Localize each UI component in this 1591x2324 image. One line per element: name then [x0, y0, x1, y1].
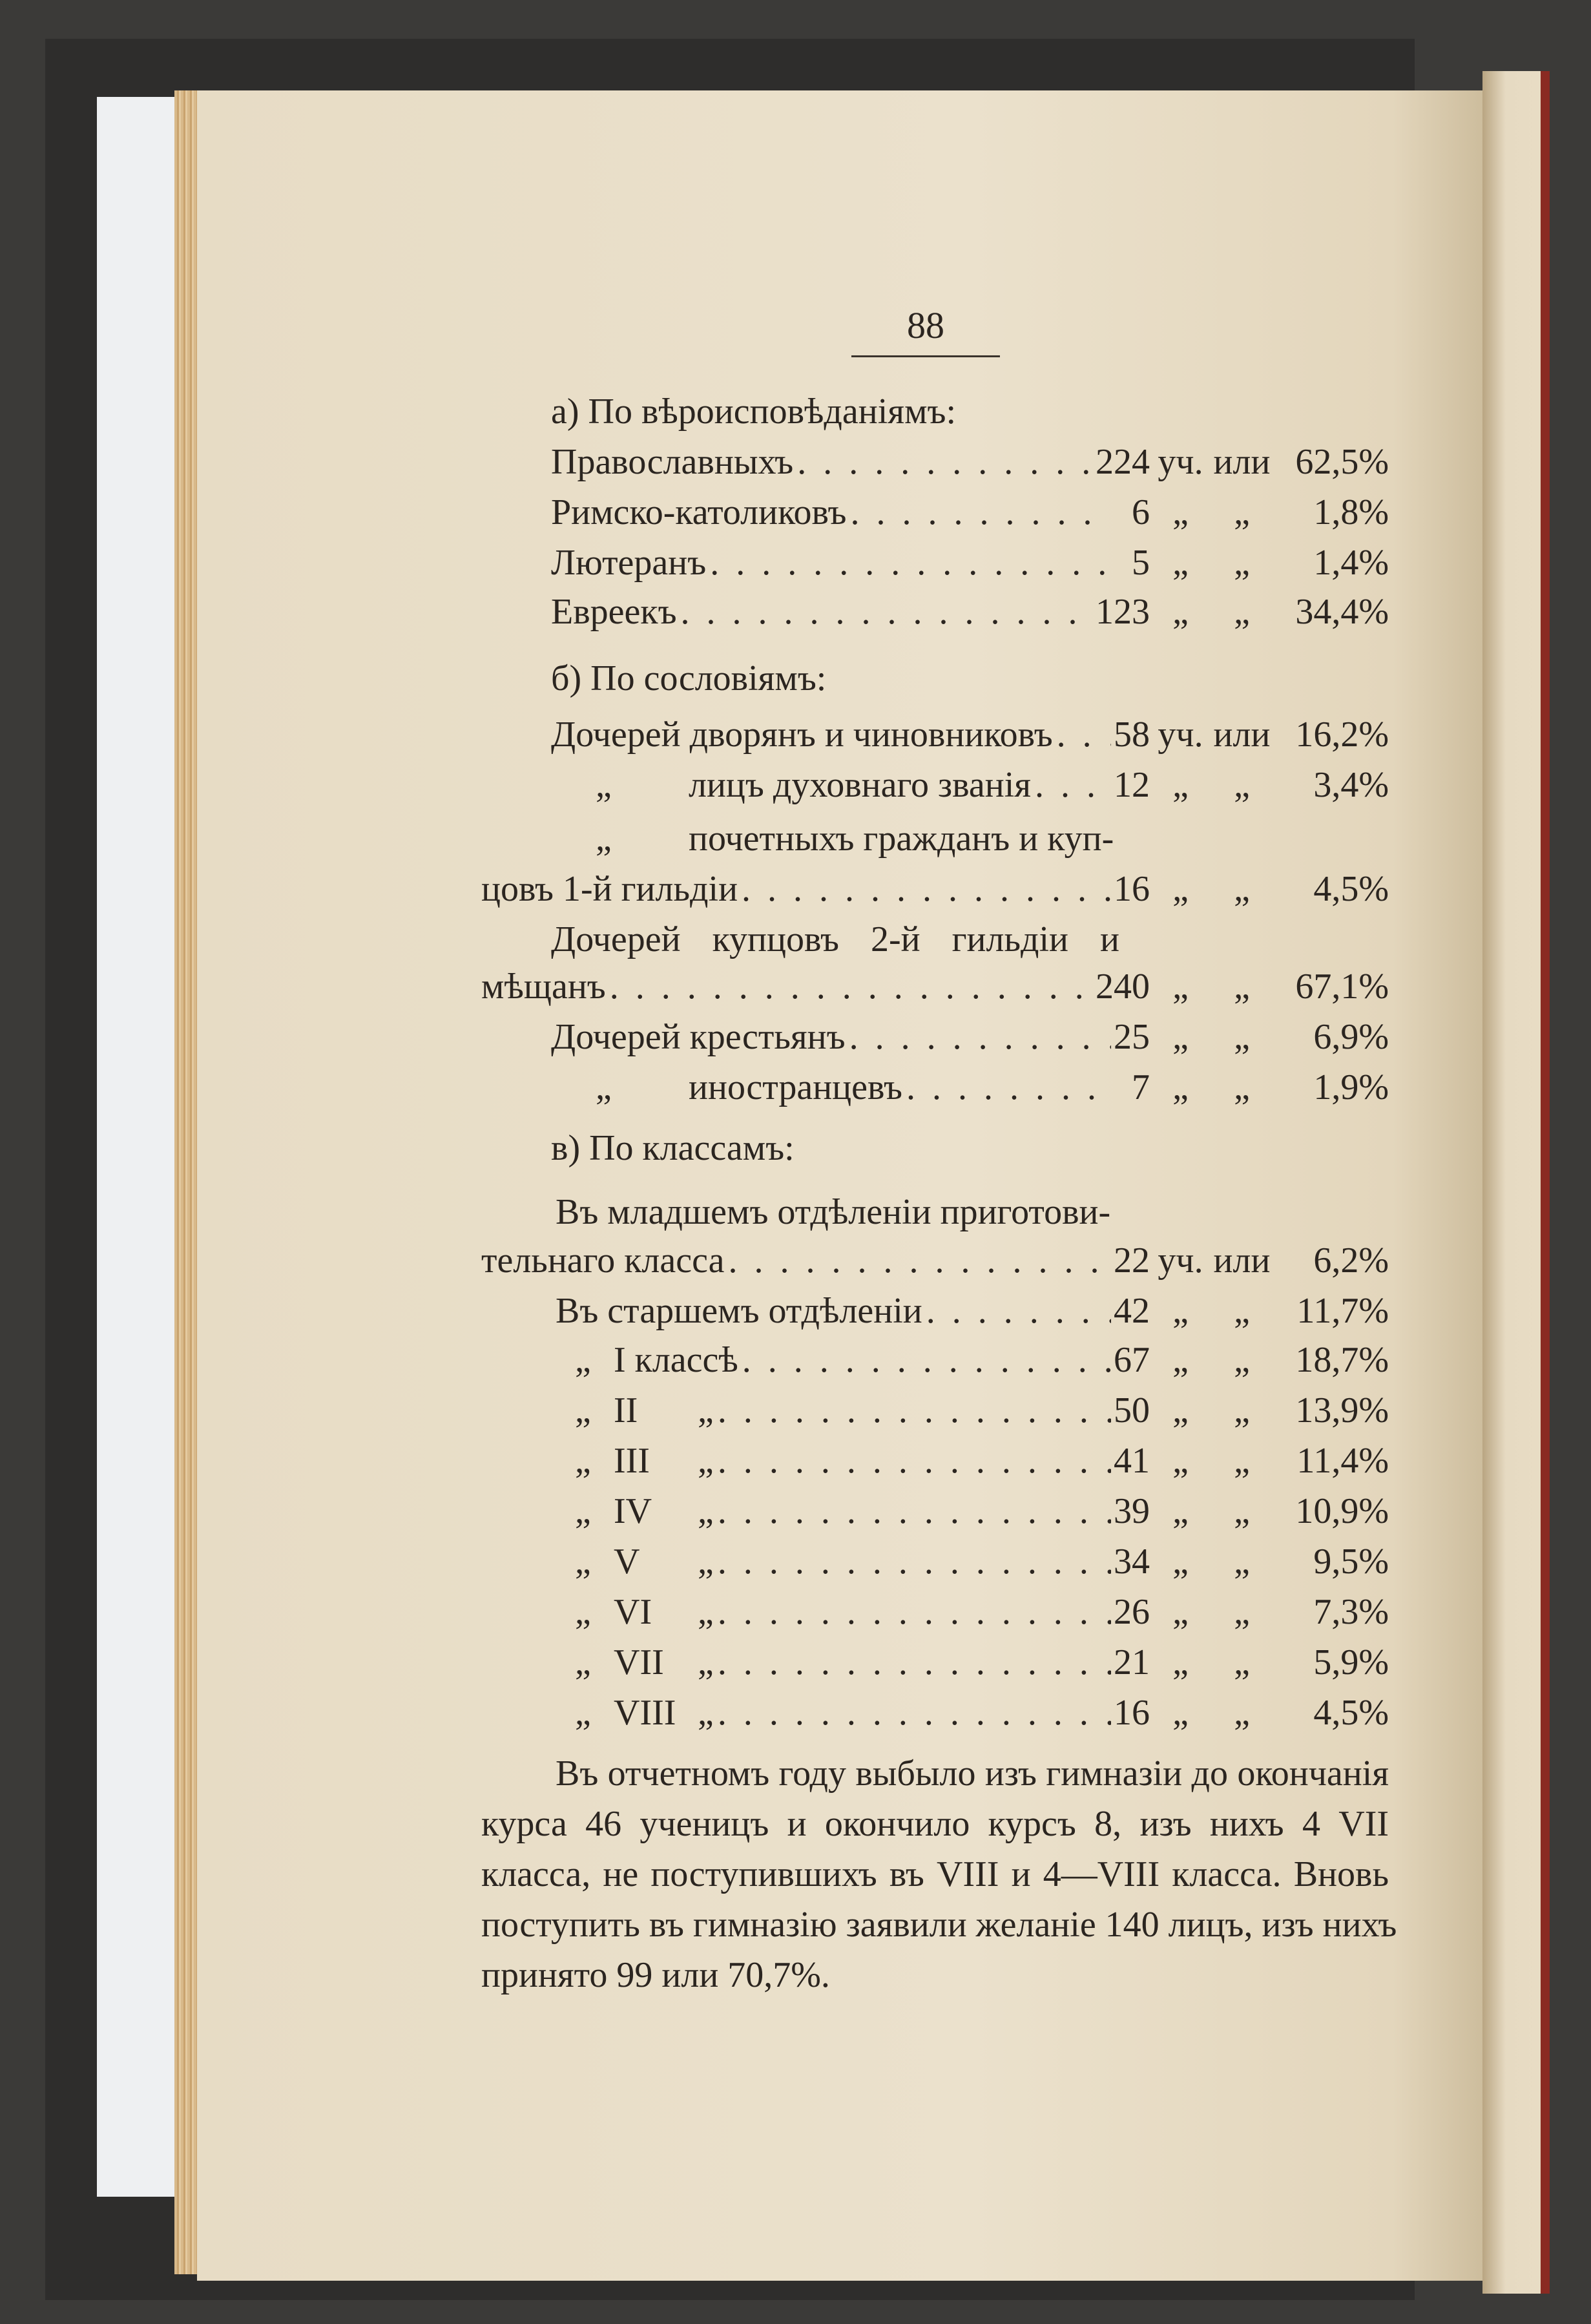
count: 7: [1132, 1067, 1150, 1107]
row-label-group: [596, 759, 1031, 811]
dot-leader: [738, 1334, 1111, 1386]
percent: 7,3%: [1313, 1592, 1389, 1632]
unit: „: [1172, 1542, 1189, 1582]
section-heading-classes: в) По классамъ:: [551, 1128, 795, 1168]
row-label-group: [575, 1536, 714, 1587]
row-label: Евреекъ: [551, 592, 677, 632]
row-label: лицъ духовнаго званія: [689, 765, 1032, 805]
dot-leader: [714, 1687, 1111, 1739]
paragraph-line: класса, не поступившихъ въ VIII и 4—VIII класса. Вновь: [481, 1854, 1389, 1894]
count: 42: [1114, 1291, 1150, 1331]
percent: 11,4%: [1296, 1441, 1389, 1481]
or: „: [1234, 1592, 1250, 1632]
or: или: [1213, 1241, 1271, 1281]
count: 6: [1132, 492, 1150, 532]
percent: 9,5%: [1313, 1542, 1389, 1582]
count: 16: [1114, 869, 1150, 909]
paragraph-line: Въ отчетномъ году выбыло изъ гимназіи до окончанія: [556, 1753, 1389, 1794]
count: 26: [1114, 1592, 1150, 1632]
unit: „: [1172, 1441, 1189, 1481]
row-label-group: [575, 1385, 714, 1436]
dot-leader: [606, 961, 1096, 1012]
or: „: [1234, 967, 1250, 1007]
table-row: [575, 1586, 1389, 1638]
table-row: [551, 586, 1389, 638]
ditto-mark: „: [698, 1642, 714, 1682]
percent: 13,9%: [1295, 1390, 1389, 1430]
row-label-continuation: цовъ 1-й гильдіи: [481, 869, 738, 909]
ditto-mark: „: [575, 1390, 591, 1430]
unit: „: [1172, 543, 1189, 583]
dot-leader: [714, 1586, 1111, 1638]
or: „: [1234, 1017, 1250, 1057]
ditto-mark: „: [575, 1642, 591, 1682]
or: „: [1234, 869, 1250, 909]
row-label: иностранцевъ: [689, 1067, 902, 1107]
table-row: [551, 1011, 1389, 1063]
page-number: 88: [907, 304, 944, 346]
row-label: V: [614, 1542, 640, 1582]
percent: 34,4%: [1295, 592, 1389, 632]
percent: 6,2%: [1313, 1241, 1389, 1281]
dot-leader: [677, 586, 1096, 638]
dot-leader: [714, 1385, 1111, 1436]
table-row: [575, 1536, 1389, 1587]
or: „: [1234, 592, 1250, 632]
or: или: [1213, 442, 1271, 482]
ditto-mark: „: [596, 765, 612, 805]
unit: „: [1172, 1017, 1189, 1057]
ditto-mark: „: [575, 1592, 591, 1632]
percent: 67,1%: [1295, 967, 1389, 1007]
percent: 1,4%: [1313, 543, 1389, 583]
or: „: [1234, 765, 1250, 805]
row-label-group: [575, 1485, 714, 1537]
row-label-continuation: тельнаго класса: [481, 1241, 725, 1281]
percent: 4,5%: [1313, 869, 1389, 909]
dot-leader: [902, 1062, 1111, 1113]
count: 50: [1114, 1390, 1150, 1430]
row-label: Дочерей дворянъ и чиновниковъ: [551, 715, 1053, 755]
count: 5: [1132, 543, 1150, 583]
or: „: [1234, 1693, 1250, 1733]
count: 240: [1096, 967, 1150, 1007]
row-label: VI: [614, 1592, 652, 1632]
table-row: [551, 537, 1389, 589]
or: „: [1234, 1390, 1250, 1430]
or: „: [1234, 1491, 1250, 1531]
dot-leader: [846, 487, 1111, 538]
table-row: [481, 863, 1389, 915]
or: „: [1234, 1067, 1250, 1107]
count: 12: [1114, 765, 1150, 805]
percent: 62,5%: [1295, 442, 1389, 482]
page-number-rule: [851, 355, 1000, 357]
or: „: [1234, 1441, 1250, 1481]
row-label: II: [614, 1390, 638, 1430]
facing-page-red-edge: [1541, 71, 1550, 2294]
unit: „: [1172, 1642, 1189, 1682]
row-label: Римско-католиковъ: [551, 492, 847, 532]
unit: „: [1172, 869, 1189, 909]
ditto-mark: „: [575, 1693, 591, 1733]
ditto-mark: „: [596, 1067, 612, 1107]
table-row: [551, 436, 1389, 488]
table-row: [575, 1637, 1389, 1688]
ditto-mark: „: [698, 1592, 714, 1632]
table-row: [575, 1385, 1389, 1436]
ditto-mark: „: [698, 1441, 714, 1481]
row-label: Лютеранъ: [551, 543, 707, 583]
facing-page-edge: [1482, 71, 1541, 2294]
unit: „: [1172, 1067, 1189, 1107]
unit: „: [1172, 1592, 1189, 1632]
row-label-first-line: Въ младшемъ отдѣленіи приготови-: [556, 1192, 1111, 1232]
count: 16: [1114, 1693, 1150, 1733]
percent: 11,7%: [1296, 1291, 1389, 1331]
or: „: [1234, 543, 1250, 583]
or: „: [1234, 1542, 1250, 1582]
percent: 4,5%: [1313, 1693, 1389, 1733]
dot-leader: [922, 1285, 1111, 1337]
table-row: [575, 1334, 1389, 1386]
row-label-group: [575, 1435, 714, 1487]
dot-leader: [793, 436, 1096, 488]
table-row: [596, 759, 1389, 811]
unit: „: [1172, 1291, 1189, 1331]
count: 21: [1114, 1642, 1150, 1682]
section-heading-religion: а) По вѣроисповѣданіямъ:: [551, 392, 957, 432]
count: 39: [1114, 1491, 1150, 1531]
table-row: [575, 1435, 1389, 1487]
row-label: Дочерей крестьянъ: [551, 1017, 846, 1057]
percent: 5,9%: [1313, 1642, 1389, 1682]
table-row: [596, 1062, 1389, 1113]
unit: „: [1172, 1340, 1189, 1380]
dot-leader: [1053, 709, 1111, 760]
percent: 10,9%: [1295, 1491, 1389, 1531]
row-label: III: [614, 1441, 650, 1481]
table-row: [481, 961, 1389, 1012]
unit: „: [1172, 592, 1189, 632]
table-row: [575, 1485, 1389, 1537]
row-label-continuation: мѣщанъ: [481, 967, 606, 1007]
or: „: [1234, 1291, 1250, 1331]
or: „: [1234, 1340, 1250, 1380]
row-label: VIII: [614, 1693, 676, 1733]
unit: „: [1172, 1693, 1189, 1733]
dot-leader: [724, 1235, 1111, 1286]
row-label-group: [575, 1687, 714, 1739]
unit: уч.: [1158, 715, 1203, 755]
ditto-mark: „: [575, 1441, 591, 1481]
row-label-group: [575, 1586, 714, 1638]
row-label: VII: [614, 1642, 664, 1682]
dot-leader: [714, 1435, 1111, 1487]
dot-leader: [714, 1485, 1111, 1537]
or: „: [1234, 1642, 1250, 1682]
ditto-mark: „: [698, 1542, 714, 1582]
unit: уч.: [1158, 1241, 1203, 1281]
dot-leader: [714, 1536, 1111, 1587]
unit: уч.: [1158, 442, 1203, 482]
dot-leader: [1031, 759, 1111, 811]
dot-leader: [846, 1011, 1111, 1063]
row-label-group: [575, 1637, 714, 1688]
row-label: Въ старшемъ отдѣленіи: [556, 1291, 922, 1331]
table-row: [481, 1235, 1389, 1286]
percent: 18,7%: [1295, 1340, 1389, 1380]
section-heading-estates: б) По сословіямъ:: [551, 658, 827, 698]
ditto-mark: „: [575, 1491, 591, 1531]
unit: „: [1172, 1390, 1189, 1430]
row-label: Православныхъ: [551, 442, 794, 482]
paragraph-line: курса 46 ученицъ и окончило курсъ 8, изъ нихъ 4 VII: [481, 1804, 1389, 1844]
unit: „: [1172, 967, 1189, 1007]
or: „: [1234, 492, 1250, 532]
paragraph-line: поступить въ гимназію заявили желаніе 140 лицъ, изъ нихъ: [481, 1905, 1397, 1945]
ditto-mark: „: [698, 1390, 714, 1430]
row-label: почетныхъ гражданъ и куп-: [689, 819, 1114, 859]
row-label-group: [575, 1334, 738, 1386]
row-label-group: [596, 1062, 902, 1113]
table-row: [551, 487, 1389, 538]
row-label-first-line: [596, 813, 1114, 864]
ditto-mark: „: [575, 1340, 591, 1380]
unit: „: [1172, 1491, 1189, 1531]
count: 25: [1114, 1017, 1150, 1057]
dot-leader: [706, 537, 1111, 589]
dot-leader: [738, 863, 1111, 915]
percent: 3,4%: [1313, 765, 1389, 805]
count: 67: [1114, 1340, 1150, 1380]
count: 224: [1096, 442, 1150, 482]
unit: „: [1172, 765, 1189, 805]
ditto-mark: „: [698, 1693, 714, 1733]
row-label-first-line: Дочерей купцовъ 2-й гильдіи и: [551, 919, 1119, 959]
count: 123: [1096, 592, 1150, 632]
ditto-mark: „: [698, 1491, 714, 1531]
dot-leader: [714, 1637, 1111, 1688]
table-row: [551, 709, 1389, 760]
ditto-mark: „: [596, 819, 612, 859]
unit: „: [1172, 492, 1189, 532]
row-label: I классѣ: [614, 1340, 738, 1380]
count: 22: [1114, 1241, 1150, 1281]
row-label: IV: [614, 1491, 652, 1531]
percent: 16,2%: [1295, 715, 1389, 755]
count: 34: [1114, 1542, 1150, 1582]
table-row: [556, 1285, 1389, 1337]
ditto-mark: „: [575, 1542, 591, 1582]
percent: 6,9%: [1313, 1017, 1389, 1057]
table-row: [575, 1687, 1389, 1739]
paragraph-line: принято 99 или 70,7%.: [481, 1955, 830, 1995]
count: 58: [1114, 715, 1150, 755]
percent: 1,8%: [1313, 492, 1389, 532]
percent: 1,9%: [1313, 1067, 1389, 1107]
or: или: [1213, 715, 1271, 755]
count: 41: [1114, 1441, 1150, 1481]
